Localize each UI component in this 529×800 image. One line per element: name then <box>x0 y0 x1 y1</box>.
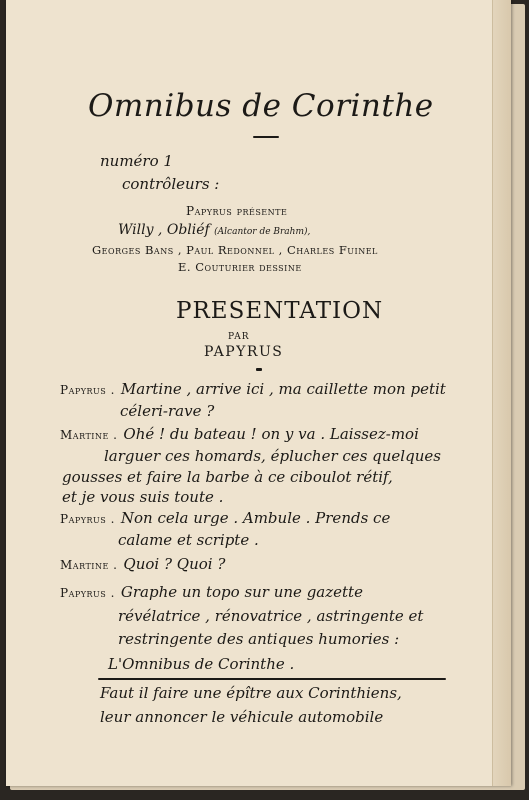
dialogue-line <box>60 380 446 398</box>
speaker-label: Papyrus . <box>60 383 115 397</box>
dialogue-text: Quoi ? Quoi ? <box>123 555 226 573</box>
dialogue-text: Ohé ! du bateau ! on y va . Laissez-moi <box>123 425 419 443</box>
dialogue-text: gousses et faire la barbe à ce ciboulot rétif, <box>62 468 393 486</box>
dialogue-text: et je vous suis toute . <box>62 488 224 506</box>
contributors-note: (Alcantor de Brahm), <box>214 227 311 237</box>
dialogue-text: leur annoncer le véhicule automobile <box>100 708 384 726</box>
dialogue-text: restringente des antiques humories : <box>118 630 400 648</box>
separator-rule <box>98 678 446 680</box>
dialogue-line <box>100 708 383 726</box>
dialogue-text: L'Omnibus de Corinthe . <box>108 655 295 673</box>
dialogue-text: révélatrice , rénovatrice , astringente et <box>118 607 424 625</box>
page-title: Omnibus de Corinthe <box>88 88 434 124</box>
dialogue-text: Martine , arrive ici , ma caillette mon petit <box>120 380 446 398</box>
dialogue-line <box>60 509 390 527</box>
issue-number: numéro 1 <box>100 152 173 170</box>
section-heading: PRESENTATION <box>176 298 384 324</box>
dialogue-line <box>108 655 294 673</box>
author-mark <box>256 368 262 371</box>
speaker-label: Papyrus . <box>60 586 115 600</box>
presents-by: Papyrus présente <box>186 204 288 218</box>
dialogue-line <box>118 630 399 648</box>
dialogue-text: céleri-rave ? <box>120 402 215 420</box>
dialogue-line <box>62 488 223 506</box>
dialogue-line <box>118 607 423 625</box>
heading-author: PAPYRUS <box>204 344 284 360</box>
speaker-label: Martine . <box>60 428 118 442</box>
dialogue-text: Faut il faire une épître aux Corinthiens, <box>100 684 402 702</box>
dialogue-line <box>104 447 441 465</box>
controllers-label: contrôleurs : <box>122 175 220 193</box>
dialogue-line <box>62 468 393 486</box>
dialogue-text: Graphe un topo sur une gazette <box>120 583 363 601</box>
title-underline <box>253 136 279 138</box>
dialogue-line <box>60 555 225 573</box>
dialogue-line <box>120 402 214 420</box>
dialogue-text: Non cela urge . Ambule . Prends ce <box>120 509 391 527</box>
dialogue-text: larguer ces homards, éplucher ces quelques <box>104 447 441 465</box>
dialogue-line <box>60 583 363 601</box>
contributors-line-1 <box>118 222 310 238</box>
speaker-label: Papyrus . <box>60 512 115 526</box>
speaker-label: Martine . <box>60 558 118 572</box>
dialogue-line <box>118 531 259 549</box>
dialogue-line <box>100 684 402 702</box>
contributors-names: Willy , Obliéf <box>118 222 210 238</box>
dialogue-text: calame et scripte . <box>118 531 259 549</box>
heading-by: PAR <box>228 332 250 342</box>
contributors-line-2: Georges Bans , Paul Redonnel , Charles Fuinel <box>92 243 378 257</box>
page-edge <box>492 0 511 786</box>
dialogue-line <box>60 425 419 443</box>
contributors-line-3: E. Couturier dessine <box>178 260 302 274</box>
